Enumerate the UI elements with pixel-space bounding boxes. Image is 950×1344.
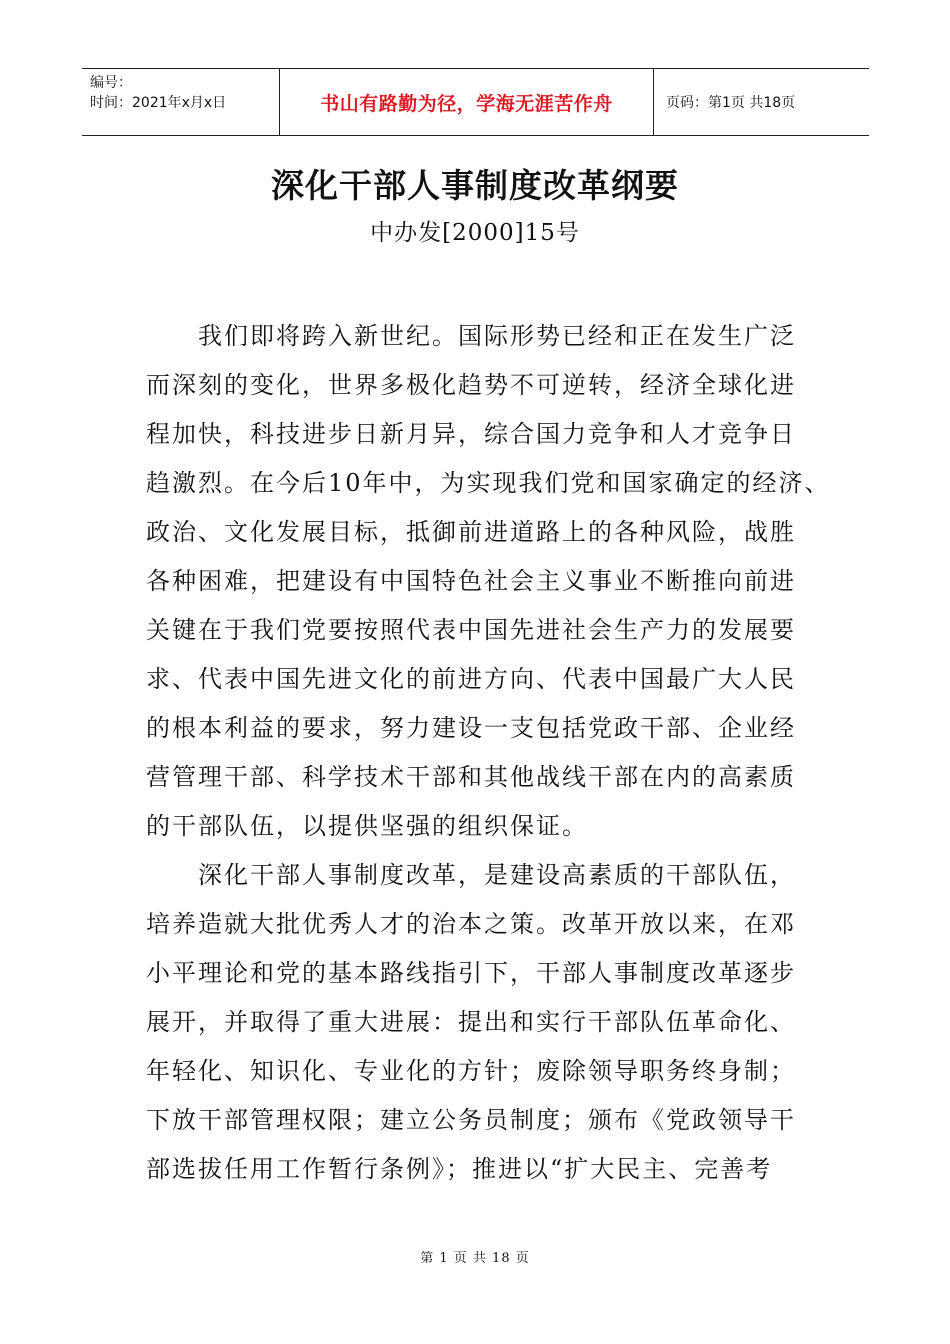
body-line: 的根本利益的要求，努力建设一支包括党政干部、企业经 — [146, 714, 796, 742]
page-footer: 第 1 页 共 18 页 — [420, 1251, 530, 1266]
document-subtitle: 中办发[2000]15号 — [370, 220, 580, 246]
body-line: 程加快，科技进步日新月异，综合国力竞争和人才竞争日 — [146, 420, 796, 448]
body-line: 求、代表中国先进文化的前进方向、代表中国最广大人民 — [146, 665, 796, 693]
body-line: 而深刻的变化，世界多极化趋势不可逆转，经济全球化进 — [146, 371, 796, 399]
body-line: 的干部队伍，以提供坚强的组织保证。 — [146, 812, 588, 840]
time-label: 时间：2021年x月x日 — [90, 95, 227, 111]
document-title: 深化干部人事制度改革纲要 — [271, 166, 679, 205]
page-info: 页码：第1页 共18页 — [666, 95, 796, 111]
body-line: 我们即将跨入新世纪。国际形势已经和正在发生广泛 — [146, 322, 796, 350]
body-line: 小平理论和党的基本路线指引下，干部人事制度改革逐步 — [146, 959, 796, 987]
header-meta-cell — [82, 69, 280, 135]
body-line: 展开，并取得了重大进展：提出和实行干部队伍革命化、 — [146, 1008, 796, 1036]
header-motto-cell — [280, 69, 654, 135]
motto-text: 书山有路勤为径，学海无涯苦作舟 — [320, 92, 613, 115]
body-line: 深化干部人事制度改革，是建设高素质的干部队伍， — [146, 861, 796, 889]
number-label: 编号： — [90, 75, 132, 91]
body-line: 部选拔任用工作暂行条例》；推进以“扩大民主、完善考 — [146, 1155, 773, 1183]
body-line: 下放干部管理权限；建立公务员制度；颁布《党政领导干 — [146, 1106, 796, 1134]
body-line: 各种困难，把建设有中国特色社会主义事业不断推向前进 — [146, 567, 796, 595]
header-page-cell — [654, 69, 869, 135]
body-line: 培养造就大批优秀人才的治本之策。改革开放以来，在邓 — [146, 910, 796, 938]
document-header — [82, 68, 869, 136]
body-line: 趋激烈。在今后10年中，为实现我们党和国家确定的经济、 — [146, 469, 831, 497]
body-line: 关键在于我们党要按照代表中国先进社会生产力的发展要 — [146, 616, 796, 644]
body-line: 年轻化、知识化、专业化的方针；废除领导职务终身制； — [146, 1057, 796, 1085]
body-line: 政治、文化发展目标，抵御前进道路上的各种风险，战胜 — [146, 518, 796, 546]
body-line: 营管理干部、科学技术干部和其他战线干部在内的高素质 — [146, 763, 796, 791]
document-body — [146, 312, 831, 1194]
